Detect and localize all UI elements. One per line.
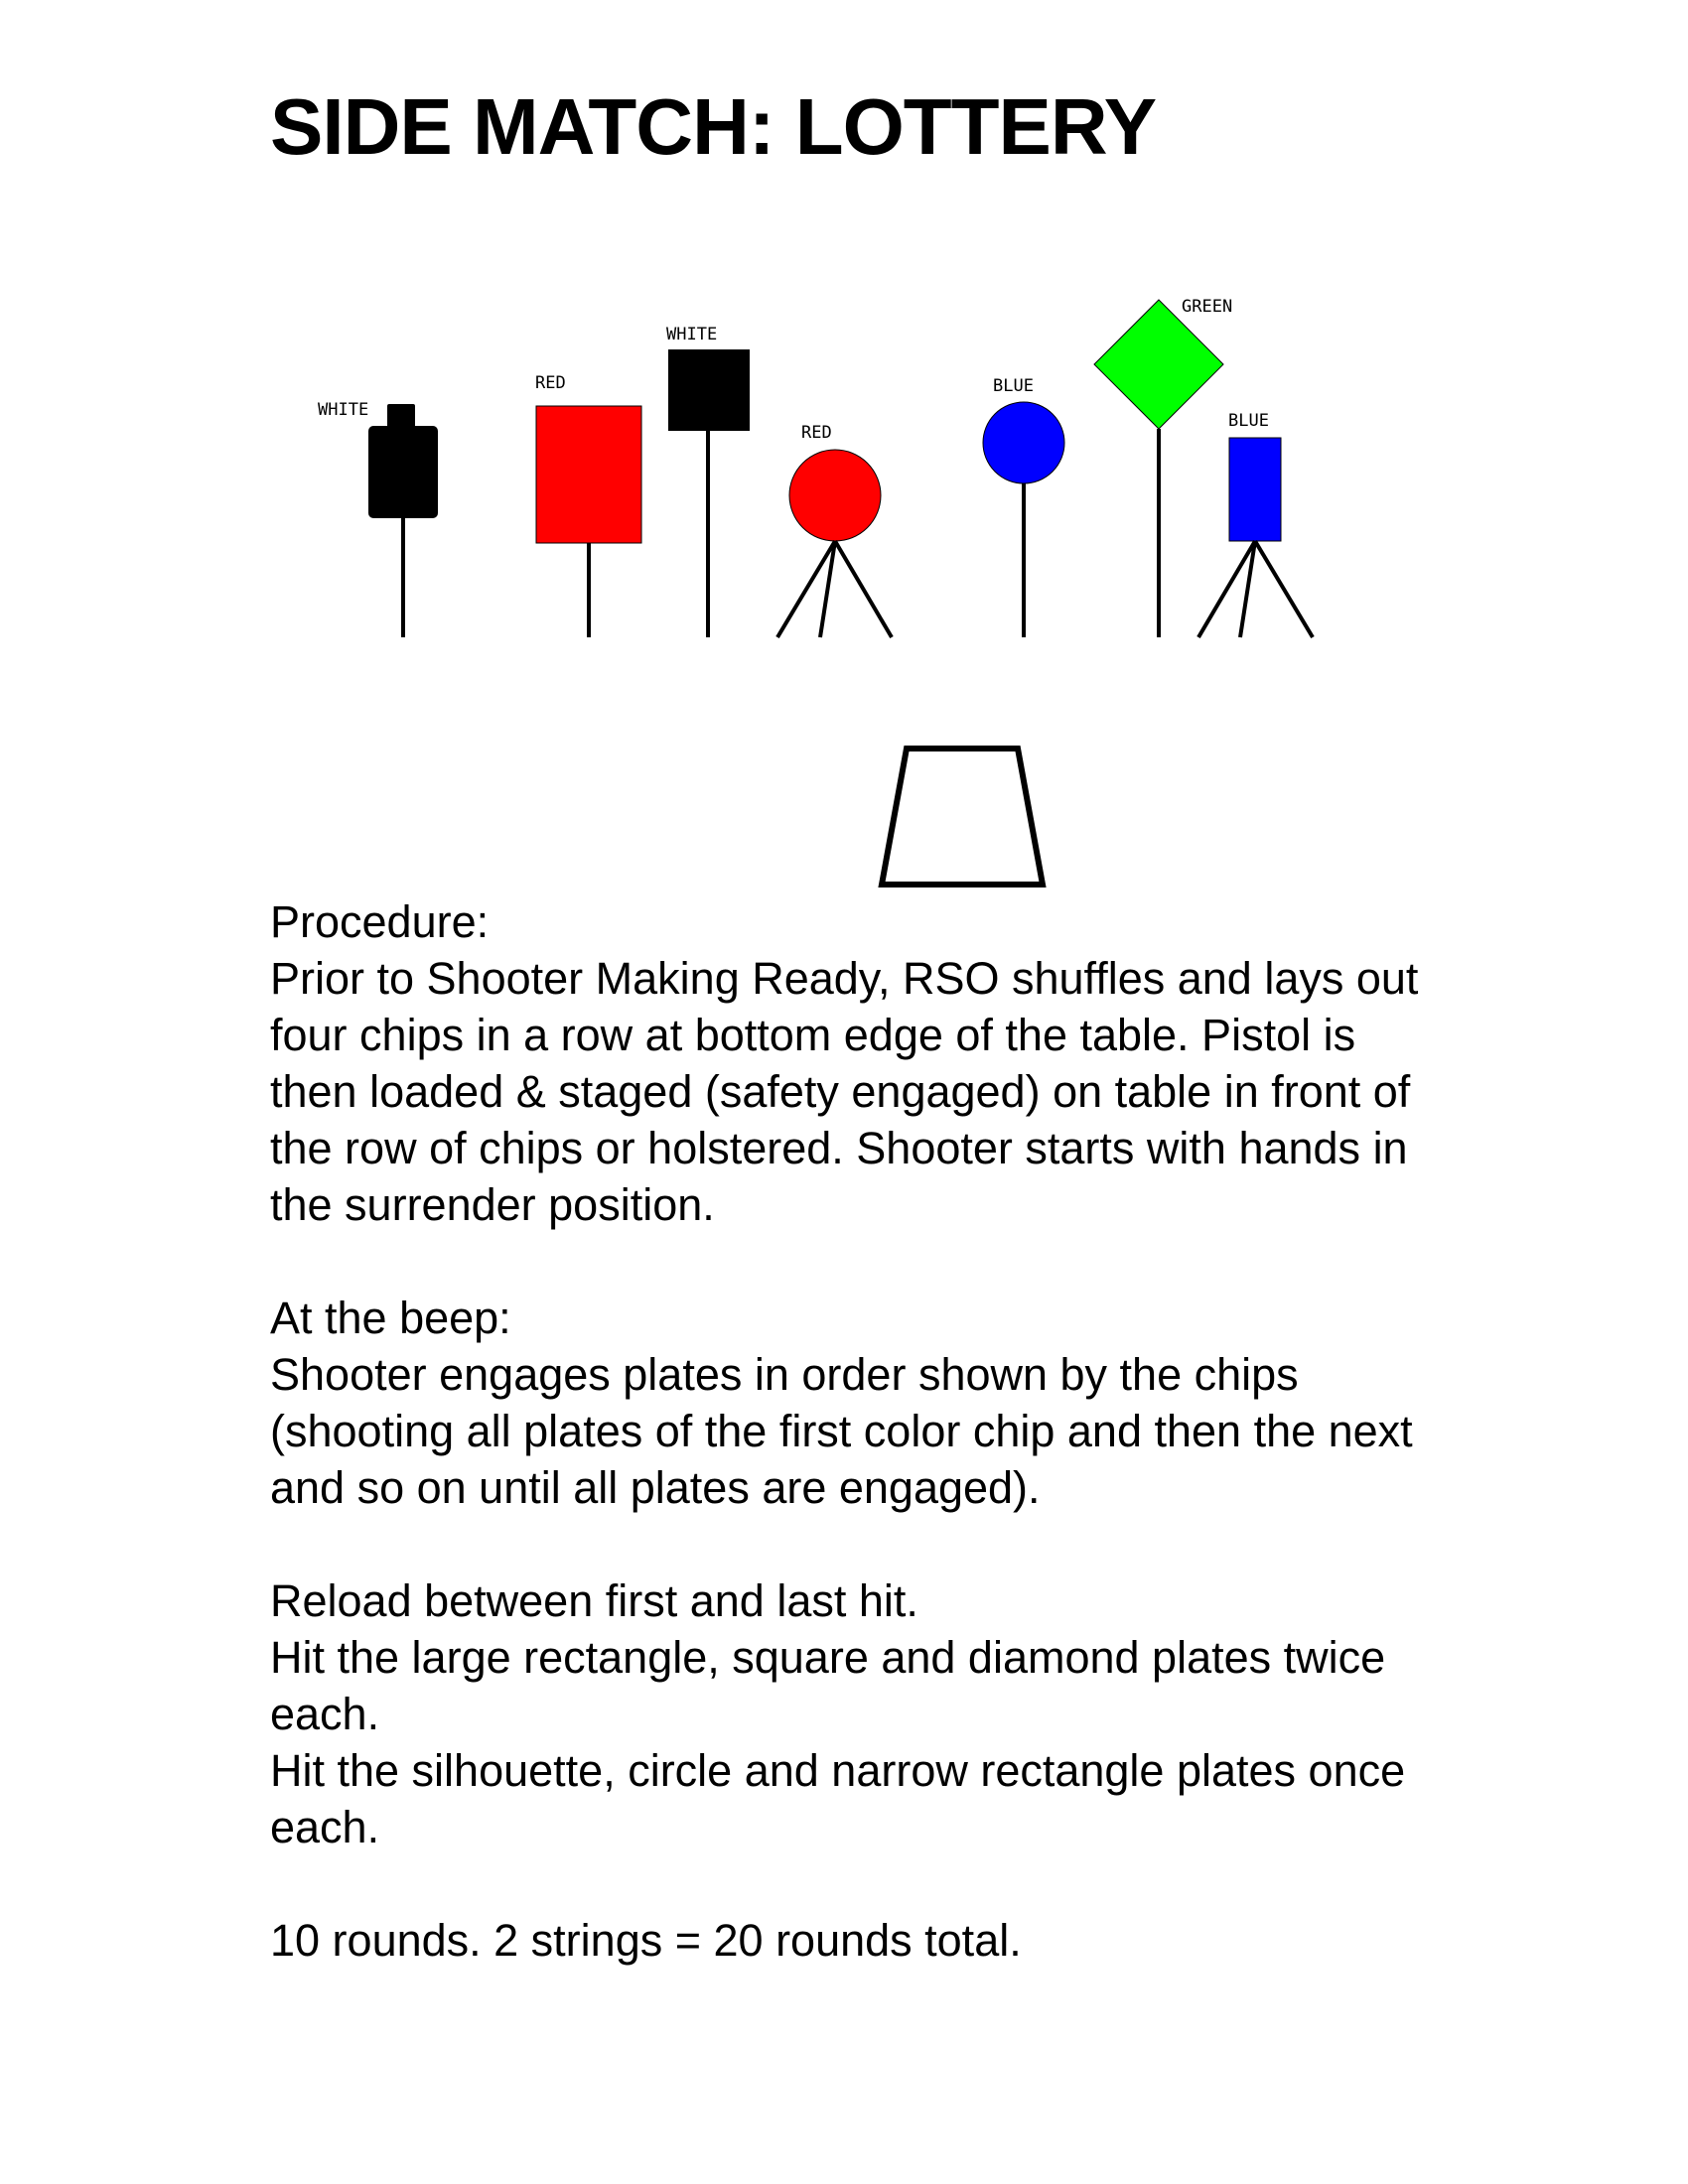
target-label: BLUE xyxy=(993,376,1034,396)
spacer xyxy=(270,1855,1561,1912)
target-circle-tripod xyxy=(777,423,892,637)
rules-line: each. xyxy=(270,1689,380,1739)
target-square xyxy=(666,325,750,637)
target-label: RED xyxy=(801,423,832,443)
table-outline xyxy=(882,749,1043,885)
beep-heading: At the beep: xyxy=(270,1293,511,1343)
target-label: BLUE xyxy=(1228,411,1269,431)
beep-line: and so on until all plates are engaged). xyxy=(270,1462,1041,1513)
stage-diagram xyxy=(0,0,1688,913)
rules-line: Hit the silhouette, circle and narrow rectangle plates once xyxy=(270,1745,1406,1796)
rules-line: Reload between first and last hit. xyxy=(270,1575,918,1626)
rules-line: Hit the large rectangle, square and diamond plates twice xyxy=(270,1632,1386,1683)
target-label: GREEN xyxy=(1182,297,1233,317)
tripod-leg xyxy=(1255,541,1313,637)
tripod-leg xyxy=(835,541,892,637)
beep-line: Shooter engages plates in order shown by the chips xyxy=(270,1349,1299,1400)
procedure-line: four chips in a row at bottom edge of the table. Pistol is xyxy=(270,1010,1356,1060)
procedure-line: the row of chips or holstered. Shooter starts with hands in xyxy=(270,1123,1408,1173)
page-title: SIDE MATCH: LOTTERY xyxy=(270,82,1157,171)
circle-plate xyxy=(789,450,881,541)
target-label: WHITE xyxy=(666,325,718,344)
target-label: RED xyxy=(535,373,566,393)
spacer xyxy=(270,1233,1561,1290)
procedure-line: Prior to Shooter Making Ready, RSO shuffles and lays out xyxy=(270,953,1419,1004)
target-silhouette xyxy=(318,400,438,637)
silhouette-head xyxy=(387,404,415,428)
procedure-line: the surrender position. xyxy=(270,1179,715,1230)
target-diamond xyxy=(1094,297,1232,637)
large-rectangle-plate xyxy=(536,406,641,543)
target-label: WHITE xyxy=(318,400,369,420)
target-narrow-rectangle-tripod xyxy=(1198,411,1313,637)
rounds-total: 10 rounds. 2 strings = 20 rounds total. xyxy=(270,1915,1022,1966)
procedure-heading: Procedure: xyxy=(270,896,490,947)
procedure-line: then loaded & staged (safety engaged) on table in front of xyxy=(270,1066,1411,1117)
diamond-plate xyxy=(1094,300,1223,429)
beep-line: (shooting all plates of the first color chip and then the next xyxy=(270,1406,1413,1456)
narrow-rectangle-plate xyxy=(1229,438,1281,541)
circle-plate xyxy=(983,402,1064,483)
target-large-rectangle xyxy=(535,373,641,637)
spacer xyxy=(270,1516,1561,1572)
target-circle xyxy=(983,376,1064,637)
silhouette-body xyxy=(368,426,438,518)
instructions xyxy=(270,893,1561,1969)
square-plate xyxy=(668,349,750,431)
rules-line: each. xyxy=(270,1802,380,1852)
